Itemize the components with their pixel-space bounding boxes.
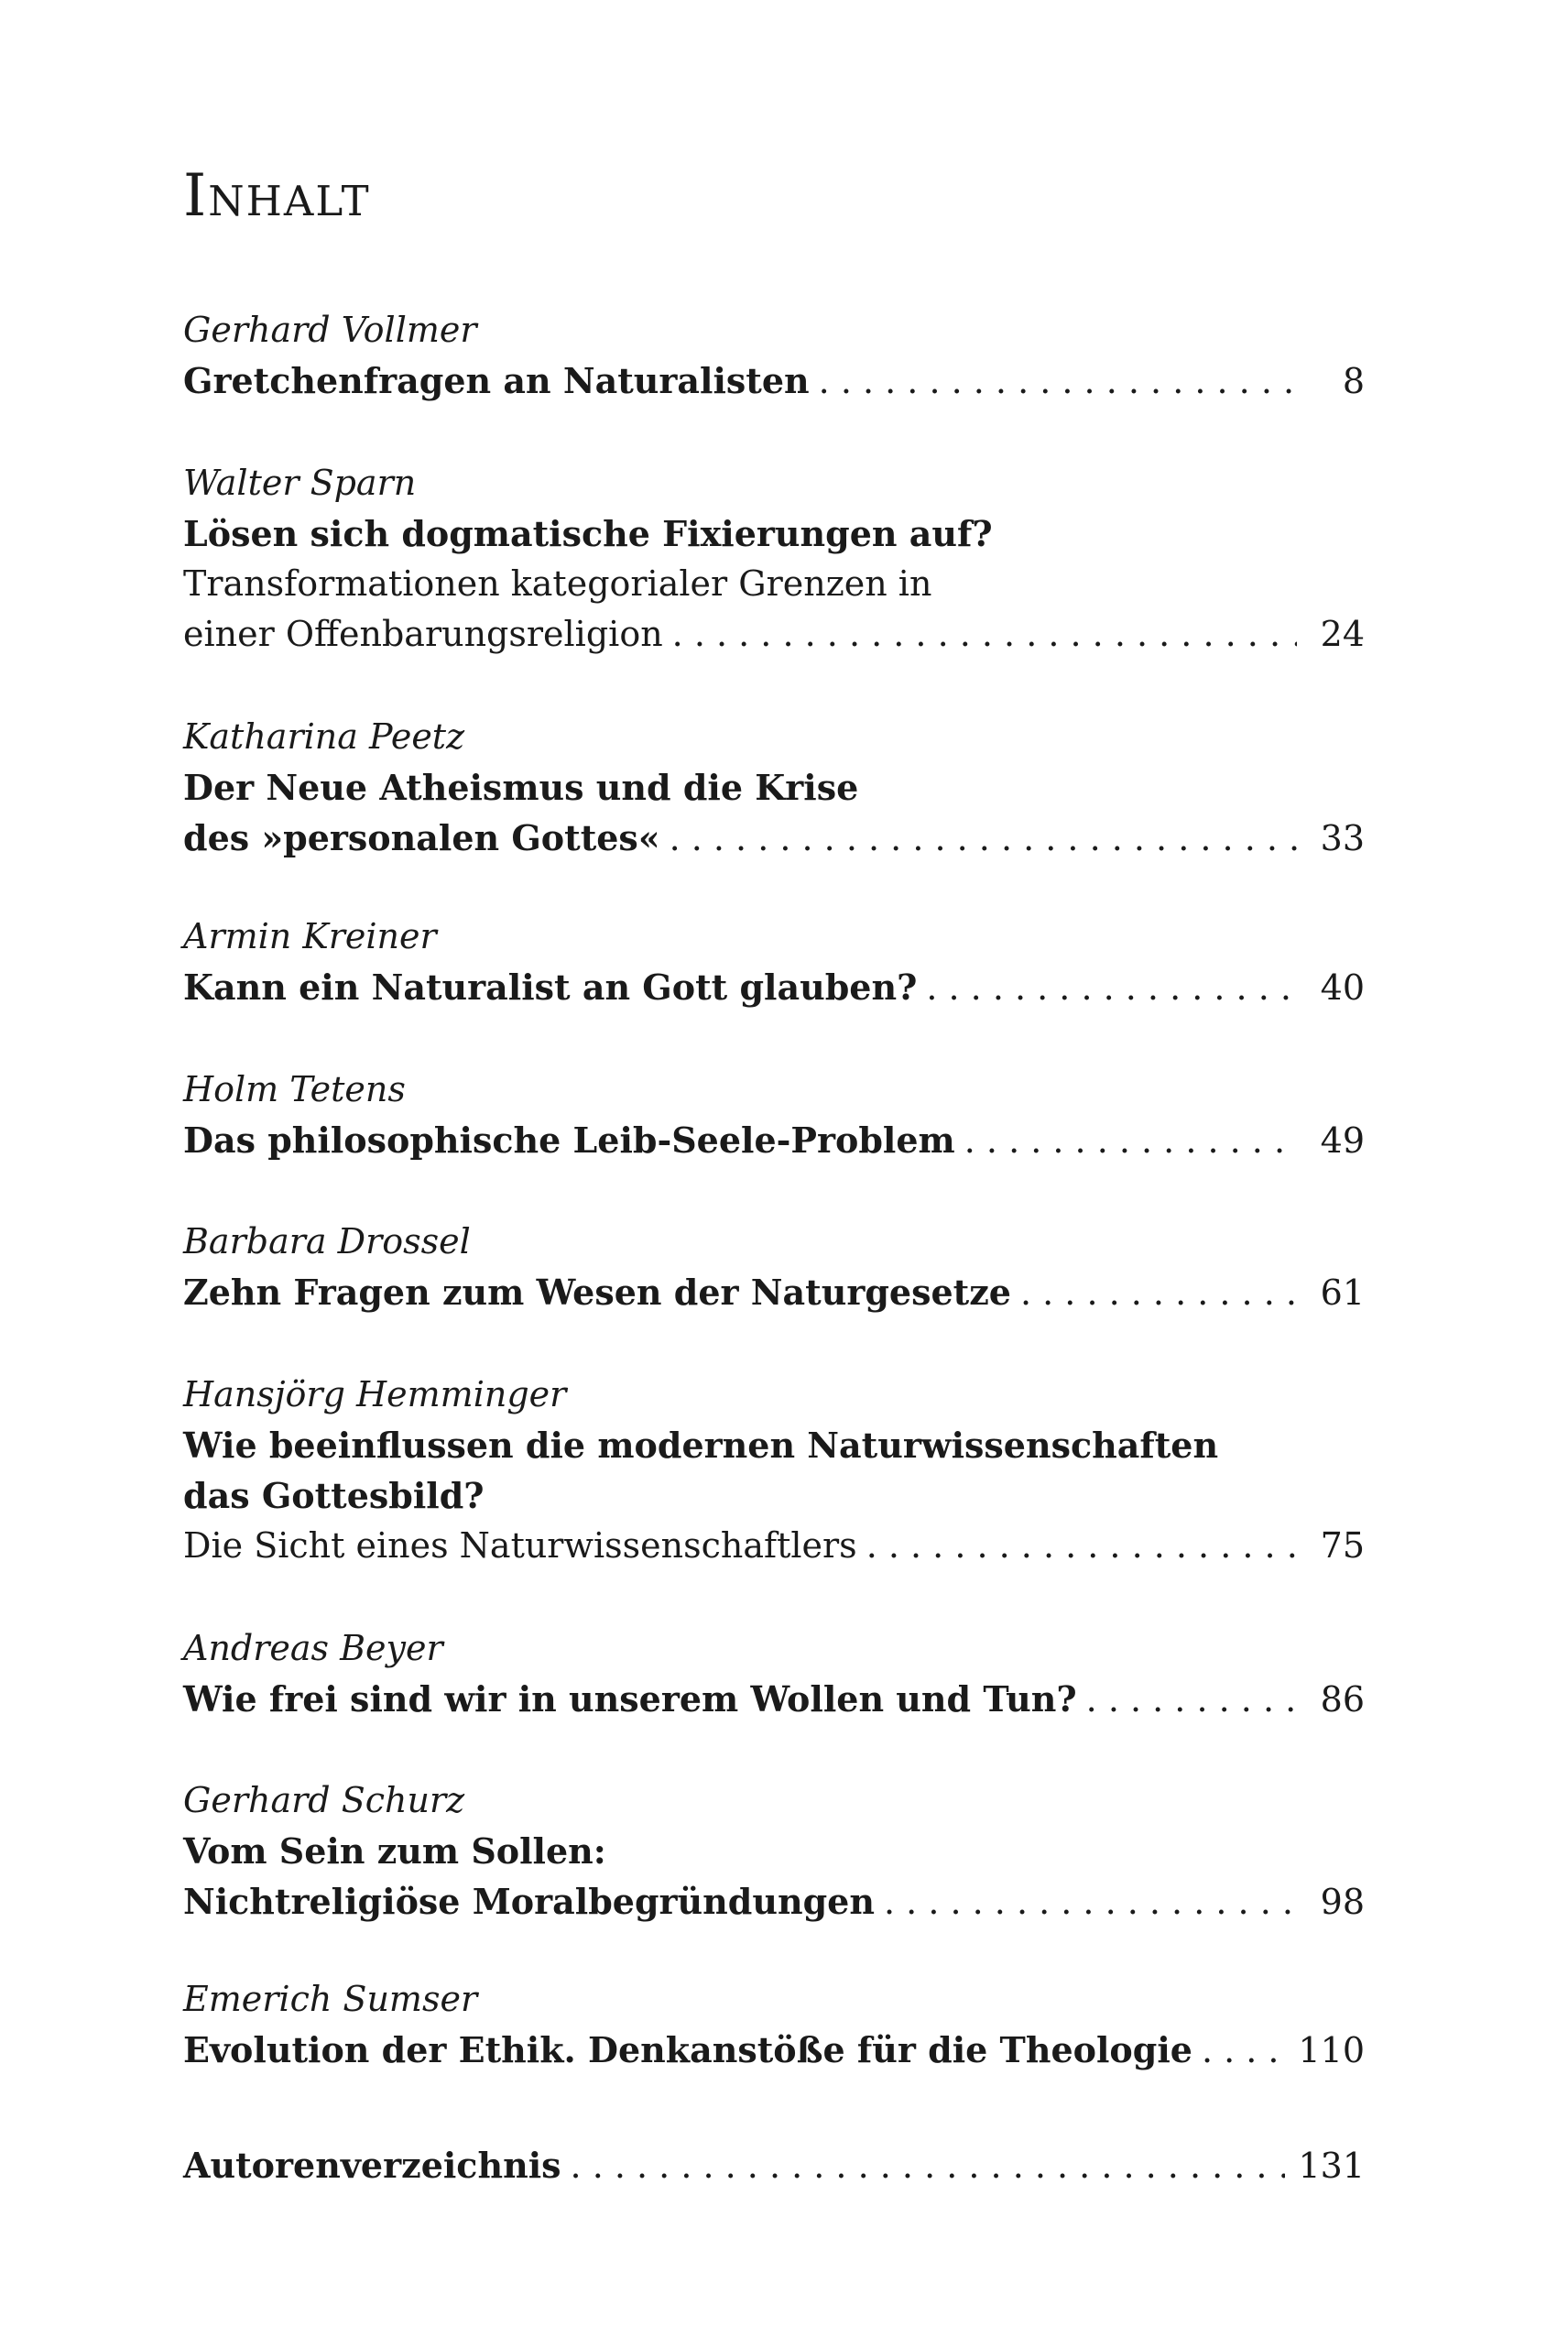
toc-entry-title (183, 962, 1365, 1012)
dot-leader (1202, 2026, 1286, 2076)
toc-entry-title-text: Der Neue Atheismus und die Krise (183, 767, 859, 808)
toc-entry-title (183, 1115, 1365, 1165)
toc-entry-title-text: Autorenverzeichnis (183, 2145, 561, 2186)
toc-entry-author: Barbara Drossel (183, 1221, 471, 1261)
toc-entry (183, 1623, 1365, 1724)
toc-entry (183, 712, 1365, 863)
toc-entry-subtitle (183, 1521, 1365, 1571)
toc-entry-page-number: 61 (1320, 1272, 1365, 1313)
toc-entry-page-number: 49 (1320, 1120, 1365, 1161)
dot-leader (670, 814, 1297, 864)
toc-entry-title-text: Zehn Fragen zum Wesen der Naturgesetze (183, 1272, 1011, 1313)
toc-entry-author: Gerhard Schurz (183, 1780, 465, 1820)
toc-entry (183, 458, 1365, 660)
dot-leader (1020, 1268, 1297, 1318)
toc-entry (183, 2140, 1365, 2190)
toc-entry-title-text: das Gottesbild? (183, 1475, 485, 1516)
toc-entry-title (183, 2140, 1365, 2190)
dot-leader (571, 2141, 1286, 2191)
toc-entry-page-number: 8 (1342, 361, 1365, 401)
page-title: Inhalt (183, 162, 371, 230)
toc-entry-page-number: 98 (1320, 1882, 1365, 1922)
toc-entry-title-text: Vom Sein zum Sollen: (183, 1830, 606, 1872)
toc-entry (183, 1217, 1365, 1317)
dot-leader (926, 963, 1297, 1013)
toc-entry-author: Andreas Beyer (183, 1628, 443, 1668)
dot-leader (672, 609, 1297, 660)
toc-entry (183, 1974, 1365, 2075)
toc-entry-page-number: 110 (1298, 2030, 1365, 2070)
toc-entry-subtitle-text: Die Sicht eines Naturwissenschaftlers (183, 1525, 857, 1566)
toc-entry-subtitle (183, 559, 1365, 609)
dot-leader (964, 1116, 1297, 1166)
toc-entry-title (183, 2025, 1365, 2075)
toc-entry-subtitle-text: Transformationen kategorialer Grenzen in (183, 563, 932, 604)
toc-entry (183, 1065, 1365, 1165)
toc-entry-title (183, 355, 1365, 406)
dot-leader (819, 356, 1297, 407)
toc-entry-title (183, 1267, 1365, 1317)
toc-entry-subtitle-text: einer Offenbarungsreligion (183, 614, 663, 654)
toc-entry-title (183, 1470, 1365, 1521)
toc-entry-author: Emerich Sumser (183, 1979, 478, 2019)
toc-entry-page-number: 75 (1320, 1525, 1365, 1566)
toc-entry-author: Walter Sparn (183, 463, 417, 503)
toc-entry-title-text: Lösen sich dogmatische Fixierungen auf? (183, 513, 993, 554)
toc-entry-page-number: 24 (1320, 614, 1365, 654)
toc-entry-title-text: Gretchenfragen an Naturalisten (183, 360, 810, 401)
toc-entry (183, 305, 1365, 406)
toc-entry-page-number: 40 (1320, 967, 1365, 1008)
toc-entry-title (183, 1420, 1365, 1470)
toc-entry-page-number: 86 (1320, 1679, 1365, 1720)
toc-entry-title (183, 1826, 1365, 1876)
toc-entry-title-text: des »personalen Gottes« (183, 817, 660, 858)
toc-entry-author: Hansjörg Hemminger (183, 1374, 567, 1414)
toc-entry-page-number: 33 (1320, 818, 1365, 858)
toc-entry-title (183, 762, 1365, 813)
toc-entry-title-text: Kann ein Naturalist an Gott glauben? (183, 966, 918, 1008)
dot-leader (866, 1521, 1297, 1571)
dot-leader (884, 1877, 1297, 1927)
toc-entry-title-text: Das philosophische Leib-Seele-Problem (183, 1119, 955, 1161)
toc-entry-title (183, 1876, 1365, 1927)
toc-entry (183, 1370, 1365, 1571)
toc-entry (183, 912, 1365, 1012)
toc-entry-title (183, 508, 1365, 559)
toc-entry-title (183, 1674, 1365, 1724)
toc-entry-title-text: Nichtreligiöse Moralbegründungen (183, 1881, 875, 1922)
toc-entry-subtitle (183, 609, 1365, 660)
toc-entry-title-text: Evolution der Ethik. Denkanstöße für die Theologie (183, 2029, 1192, 2070)
toc-entry (183, 1775, 1365, 1927)
toc-entry-author: Gerhard Vollmer (183, 310, 477, 350)
toc-entry-title-text: Wie frei sind wir in unserem Wollen und Tun? (183, 1678, 1077, 1720)
toc-entry-author: Katharina Peetz (183, 716, 465, 757)
toc-entry-title (183, 813, 1365, 863)
dot-leader (1086, 1675, 1297, 1725)
toc-entry-title-text: Wie beeinflussen die modernen Naturwissenschaften (183, 1425, 1219, 1466)
toc-entry-page-number: 131 (1298, 2146, 1365, 2186)
toc-entry-author: Armin Kreiner (183, 916, 437, 956)
toc-entry-author: Holm Tetens (183, 1069, 406, 1109)
